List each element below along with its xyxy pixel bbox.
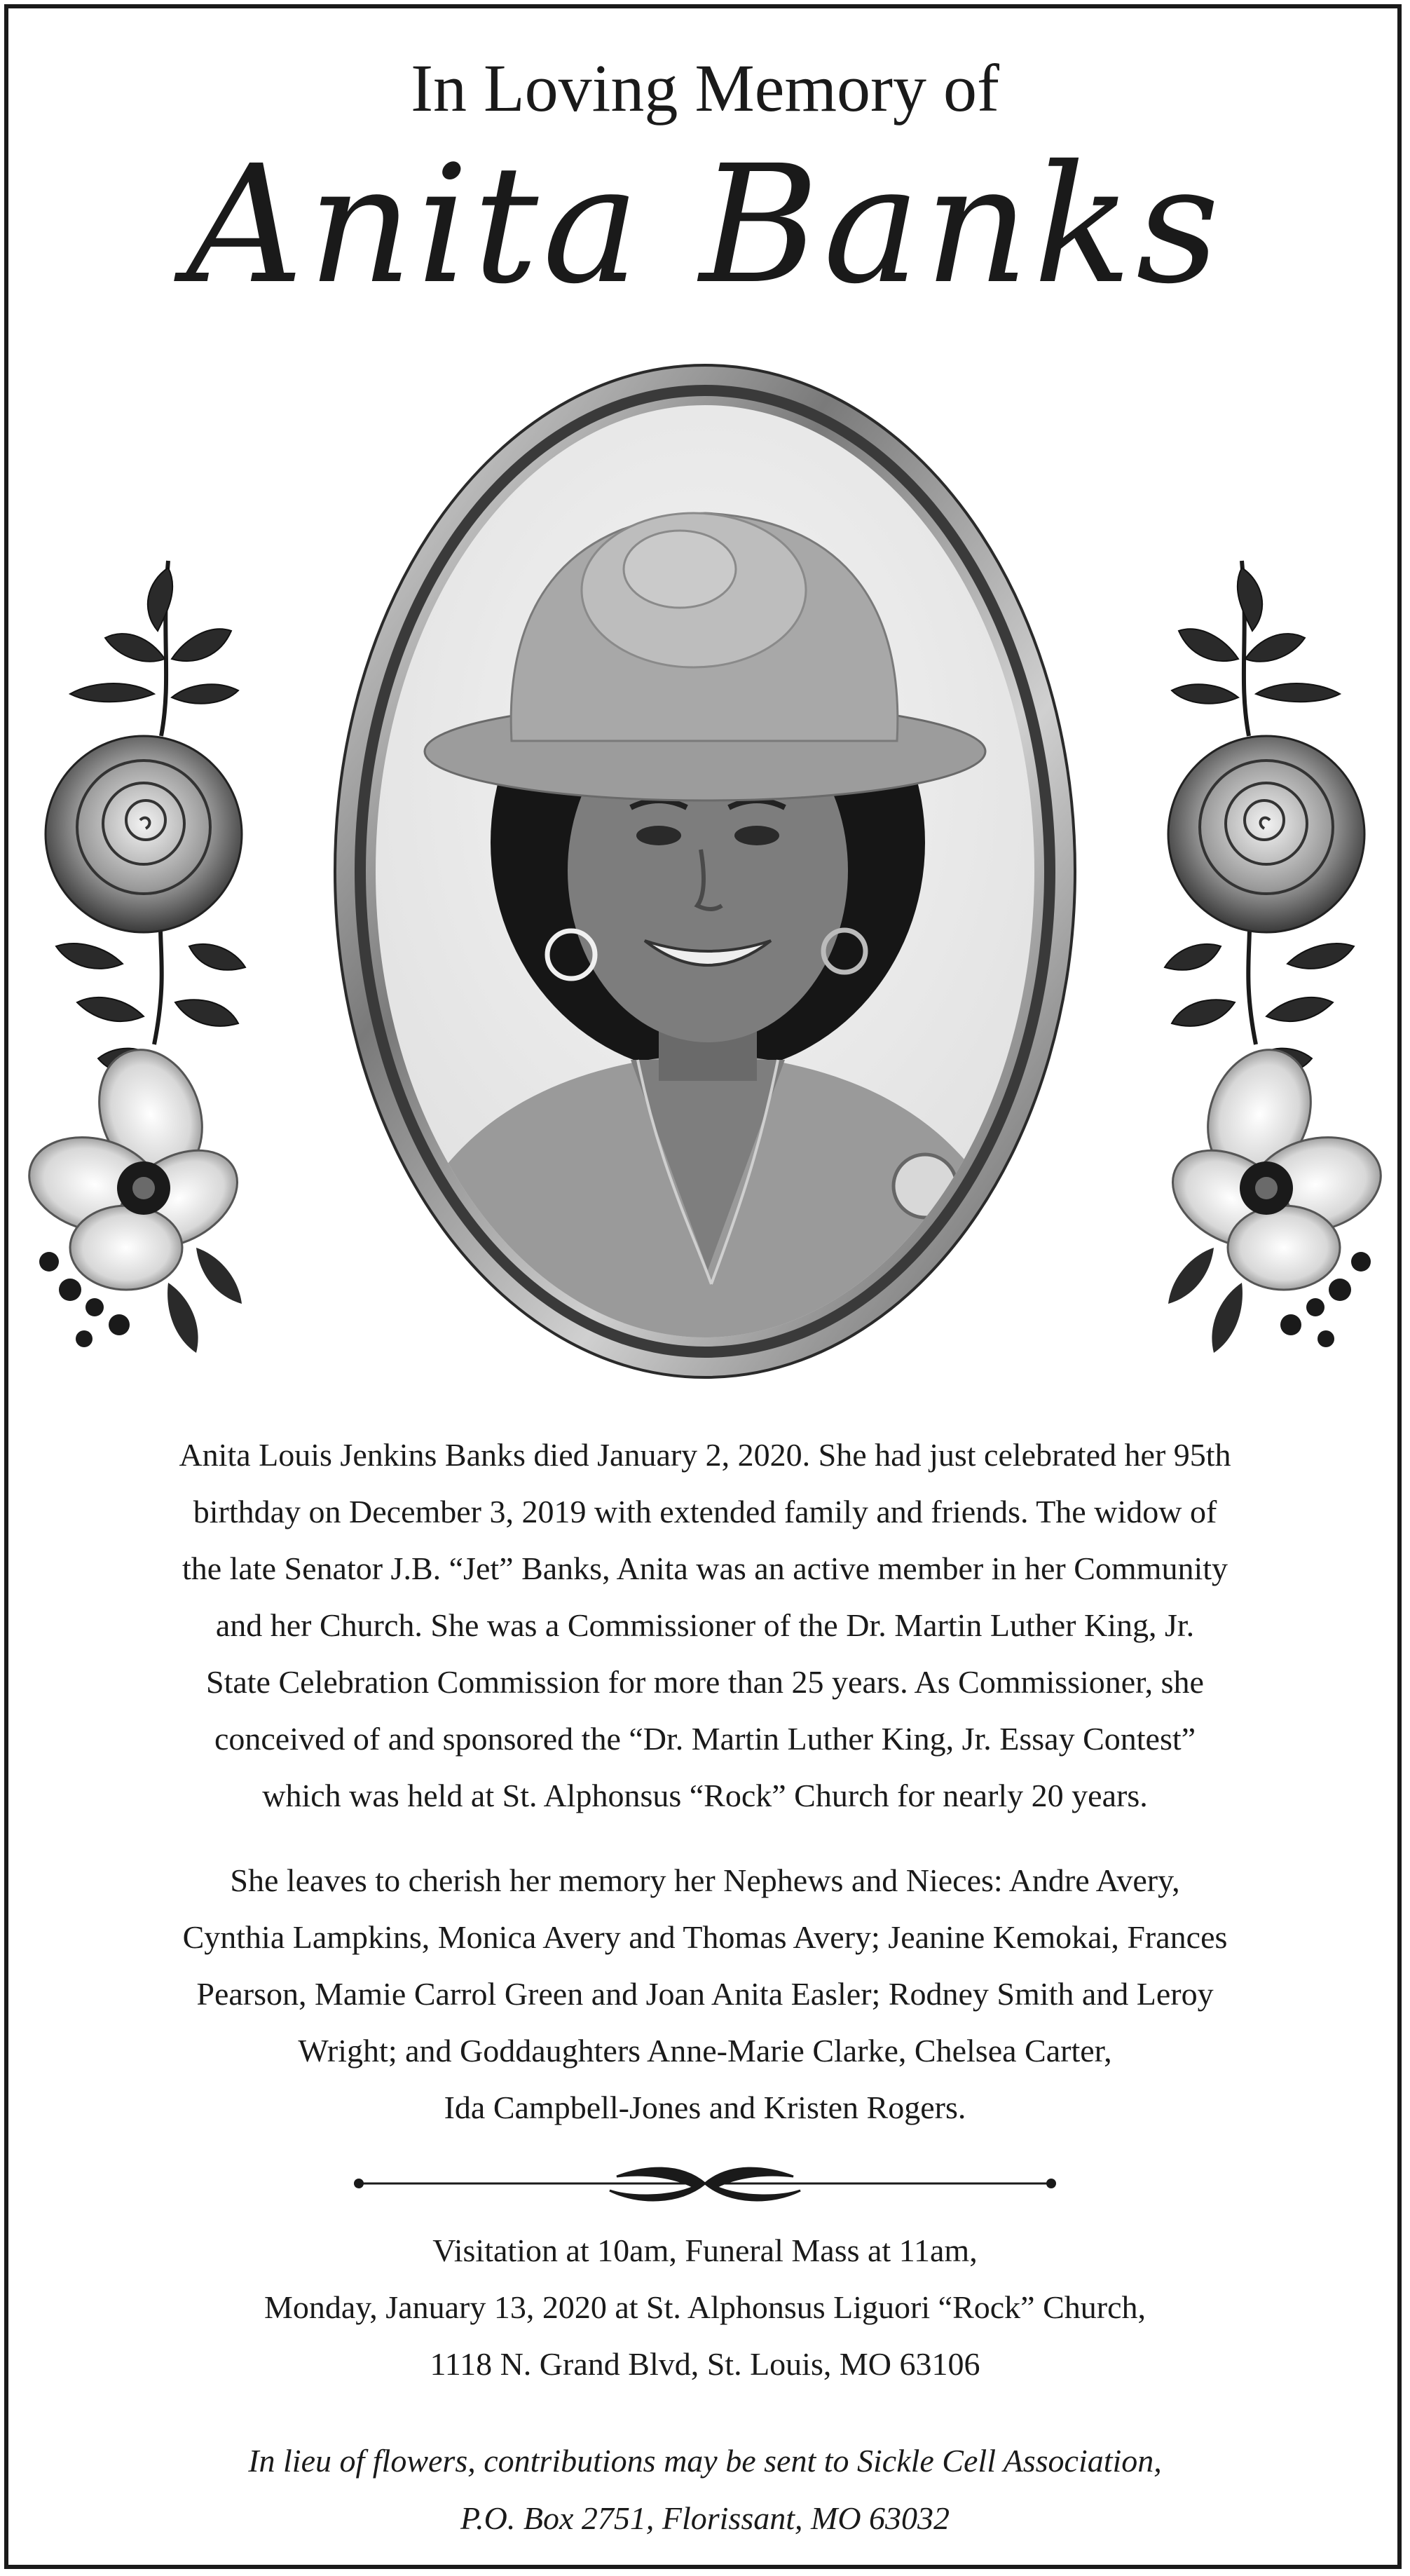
text-line: and her Church. She was a Commissioner of the Dr. Martin Luther King, Jr. [215, 1607, 1195, 1643]
contributions-note [49, 2432, 1361, 2547]
text-line: which was held at St. Alphonsus “Rock” Church for nearly 20 years. [262, 1778, 1148, 1813]
rose-floral-icon [1151, 554, 1382, 1388]
service-details [49, 2222, 1361, 2392]
text-line: In lieu of flowers, contributions may be sent to Sickle Cell Association, [248, 2443, 1162, 2479]
deceased-name: Anita Banks [186, 130, 1224, 320]
text-line: birthday on December 3, 2019 with extended family and friends. The widow of [193, 1494, 1217, 1529]
ornamental-divider-icon [350, 2159, 1060, 2208]
text-line: Ida Campbell-Jones and Kristen Rogers. [444, 2090, 966, 2125]
text-line: 1118 N. Grand Blvd, St. Louis, MO 63106 [430, 2346, 980, 2382]
text-line: Pearson, Mamie Carrol Green and Joan Anita Easler; Rodney Smith and Leroy [196, 1976, 1214, 2012]
text-line: Visitation at 10am, Funeral Mass at 11am, [432, 2233, 978, 2268]
text-line: P.O. Box 2751, Florissant, MO 63032 [460, 2500, 950, 2536]
oval-portrait-photo [329, 359, 1081, 1384]
text-line: the late Senator J.B. “Jet” Banks, Anita was an active member in her Community [182, 1551, 1228, 1586]
text-line: Wright; and Goddaughters Anne-Marie Clarke, Chelsea Carter, [298, 2033, 1112, 2069]
memorial-heading: In Loving Memory of [411, 50, 999, 125]
text-line: She leaves to cherish her memory her Nephews and Nieces: Andre Avery, [230, 1862, 1180, 1898]
text-line: Monday, January 13, 2020 at St. Alphonsus Liguori “Rock” Church, [263, 2289, 1147, 2325]
obituary-paragraph [49, 1426, 1361, 1824]
survivors-paragraph [49, 1852, 1361, 2136]
text-line: Cynthia Lampkins, Monica Avery and Thomas Avery; Jeanine Kemokai, Frances [182, 1919, 1228, 1955]
text-line: State Celebration Commission for more than 25 years. As Commissioner, she [206, 1664, 1204, 1700]
rose-floral-icon [28, 554, 259, 1388]
text-line: conceived of and sponsored the “Dr. Martin Luther King, Jr. Essay Contest” [214, 1721, 1196, 1757]
text-line: Anita Louis Jenkins Banks died January 2, 2020. She had just celebrated her 95th [179, 1437, 1231, 1473]
